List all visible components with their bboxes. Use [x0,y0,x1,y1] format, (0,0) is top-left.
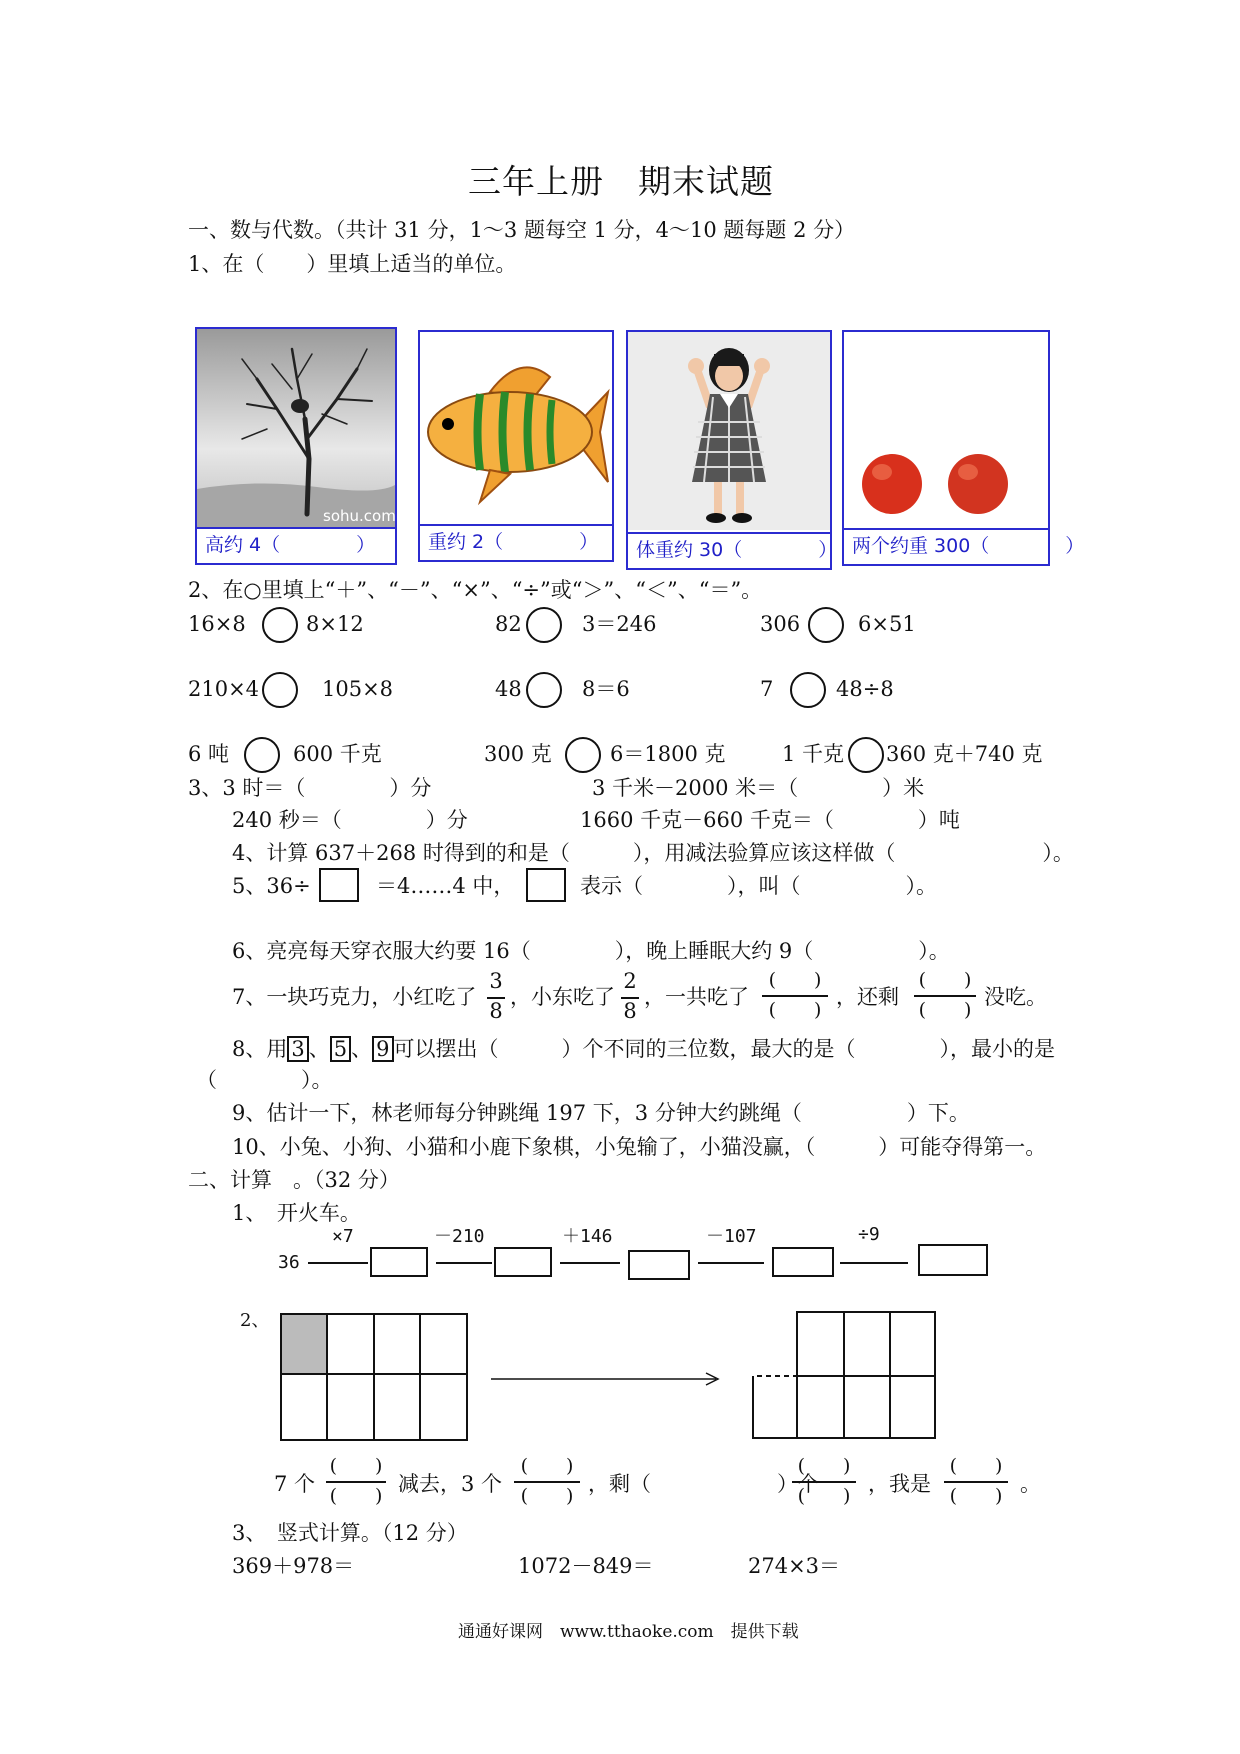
s2-q2-b: 减去，3 个 [398,1472,503,1496]
train-op-1: ×7 [332,1226,354,1247]
section1-heading: 一、数与代数。（共计 31 分，1～3 题每空 1 分，4～10 题每题 2 分） [188,218,856,242]
digit-card-5: 5 [330,1036,351,1062]
answer-circle[interactable] [808,607,844,643]
tree-photo-icon [197,329,395,529]
answer-fraction-blank[interactable]: ( ) ( ) [318,1456,394,1508]
train-op-2: －210 [434,1226,485,1247]
q5-a: 5、36÷ [232,874,311,898]
s2-q2-d: ，我是 [868,1472,931,1496]
answer-circle[interactable] [526,607,562,643]
train-op-4: －107 [706,1226,757,1247]
answer-circle[interactable] [848,737,884,773]
fish-picture-icon [420,332,612,524]
q8-line [232,1036,1055,1062]
q3-d: 1660 千克－660 千克＝（ ）吨 [580,808,960,832]
q2-item-7-right: 600 千克 [293,742,382,766]
q2-text: 2、在○里填上“＋”、“－”、“×”、“÷”或“＞”、“＜”、“＝”。 [188,578,763,602]
answer-box[interactable] [526,868,566,902]
apples-caption: 两个约重 300（ ） [844,528,1048,564]
q8-b: 可以摆出（ ）个不同的三位数，最大的是（ ），最小的是 [393,1037,1055,1061]
train-op-3: ＋146 [562,1226,613,1247]
q3-c: 240 秒＝（ ）分 [232,808,468,832]
answer-circle[interactable] [244,737,280,773]
fish-caption: 重约 2（ ） [420,524,612,560]
train-answer-box-1[interactable] [370,1247,428,1277]
calc-1: 369＋978＝ [232,1554,355,1578]
q8-sep: 、 [308,1037,330,1061]
digit-card-9: 9 [372,1036,393,1062]
q9-text: 9、估计一下，林老师每分钟跳绳 197 下，3 分钟大约跳绳（ ）下。 [232,1101,970,1125]
q7-e: 没吃。 [984,985,1047,1009]
answer-circle[interactable] [526,672,562,708]
q2-item-4-left: 210×4 [188,677,260,701]
s2-q2-e: 。 [1020,1472,1041,1496]
girl-caption: 体重约 30（ ） [628,532,830,568]
train-answer-box-3[interactable] [628,1250,690,1280]
q7-d: ，还剩 [836,985,899,1009]
q3-a: 3、3 时＝（ ）分 [188,776,432,800]
s2-q2-label: 2、 [240,1310,270,1331]
train-start: 36 [278,1252,300,1273]
s2-q1-text: 1、 开火车。 [232,1201,361,1225]
q2-item-2-left: 82 [495,612,522,636]
q2-item-6-left: 7 [760,677,774,701]
train-answer-box-5[interactable] [918,1244,988,1276]
girl-picture-frame [626,330,838,570]
answer-fraction-blank[interactable]: ( ) ( ) [936,1456,1016,1508]
q2-item-8-right: 6＝1800 克 [610,742,726,766]
calc-2: 1072－849＝ [518,1554,654,1578]
q5-c: 表示（ ），叫（ ）。 [580,874,937,898]
q2-item-7-left: 6 吨 [188,742,230,766]
answer-fraction-blank[interactable]: ( ) ( ) [506,1456,588,1508]
apples-picture-frame [842,330,1085,566]
sohu-watermark: sohu.com [323,507,396,525]
q2-item-5-right: 8＝6 [582,677,630,701]
q2-item-8-left: 300 克 [484,742,552,766]
q4-text: 4、计算 637＋268 时得到的和是（ ），用减法验算应该这样做（ ）。 [232,841,1074,865]
q2-item-9-left: 1 千克 [782,742,845,766]
q8-c: （ ）。 [196,1068,333,1092]
q3-b: 3 千米－2000 米＝（ ）米 [592,776,925,800]
q2-item-9-right: 360 克＋740 克 [886,742,1043,766]
apples-photo-icon [844,332,1048,528]
page-title: 三年上册 期末试题 [468,162,774,201]
q8-a: 8、用 [232,1037,288,1061]
answer-fraction-blank[interactable]: ( ) ( ) [906,970,984,1022]
answer-fraction-blank[interactable]: ( ) ( ) [754,970,836,1022]
q8-sep: 、 [351,1037,373,1061]
train-line [840,1262,908,1264]
tree-caption: 高约 4（ ） [197,527,395,563]
section2-heading: 二、计算 。（32 分） [188,1168,400,1192]
q10-text: 10、小兔、小狗、小猫和小鹿下象棋，小兔输了，小猫没赢，（ ）可能夺得第一。 [232,1135,1047,1159]
digit-card-3: 3 [287,1036,308,1062]
q2-item-2-right: 3＝246 [582,612,657,636]
tree-picture-frame [195,327,397,565]
q5-b: ＝4……4 中， [376,874,515,898]
q1-text: 1、在（ ）里填上适当的单位。 [188,252,517,276]
train-answer-box-4[interactable] [772,1247,834,1277]
calc-3: 274×3＝ [748,1554,841,1578]
q2-item-3-left: 306 [760,612,801,636]
answer-circle[interactable] [262,607,298,643]
answer-box[interactable] [319,868,359,902]
train-line [698,1262,764,1264]
train-line [436,1262,492,1264]
footer-text: 通通好课网 www.tthaoke.com 提供下载 [458,1622,799,1642]
q7-a: 7、一块巧克力，小红吃了 [232,985,477,1009]
q2-item-1-left: 16×8 [188,612,246,636]
q2-item-4-right: 105×8 [322,677,394,701]
train-line [560,1262,620,1264]
fish-picture-frame [418,330,614,562]
answer-circle[interactable] [262,672,298,708]
s2-q2-a: 7 个 [274,1472,316,1496]
fraction-two-eighths: 2 8 [620,970,640,1024]
s2-q3-text: 3、 竖式计算。（12 分） [232,1521,468,1545]
q7-b: ，小东吃了 [510,985,615,1009]
q2-item-5-left: 48 [495,677,522,701]
answer-fraction-blank[interactable]: ( ) ( ) [784,1456,864,1508]
girl-photo-icon [628,332,830,530]
s2-q2-c: ，剩（ ）个 [588,1472,819,1496]
fraction-grid-diagram-icon [278,1310,940,1444]
train-op-5: ÷9 [858,1224,880,1245]
q6-text: 6、亮亮每天穿衣服大约要 16（ ），晚上睡眠大约 9（ ）。 [232,939,950,963]
train-answer-box-2[interactable] [494,1247,552,1277]
q2-item-3-right: 6×51 [858,612,916,636]
train-line [308,1262,368,1264]
q2-item-1-right: 8×12 [306,612,364,636]
answer-circle[interactable] [565,737,601,773]
q2-item-6-right: 48÷8 [836,677,894,701]
q7-c: ，一共吃了 [644,985,749,1009]
answer-circle[interactable] [790,672,826,708]
fraction-three-eighths: 3 8 [486,970,506,1024]
